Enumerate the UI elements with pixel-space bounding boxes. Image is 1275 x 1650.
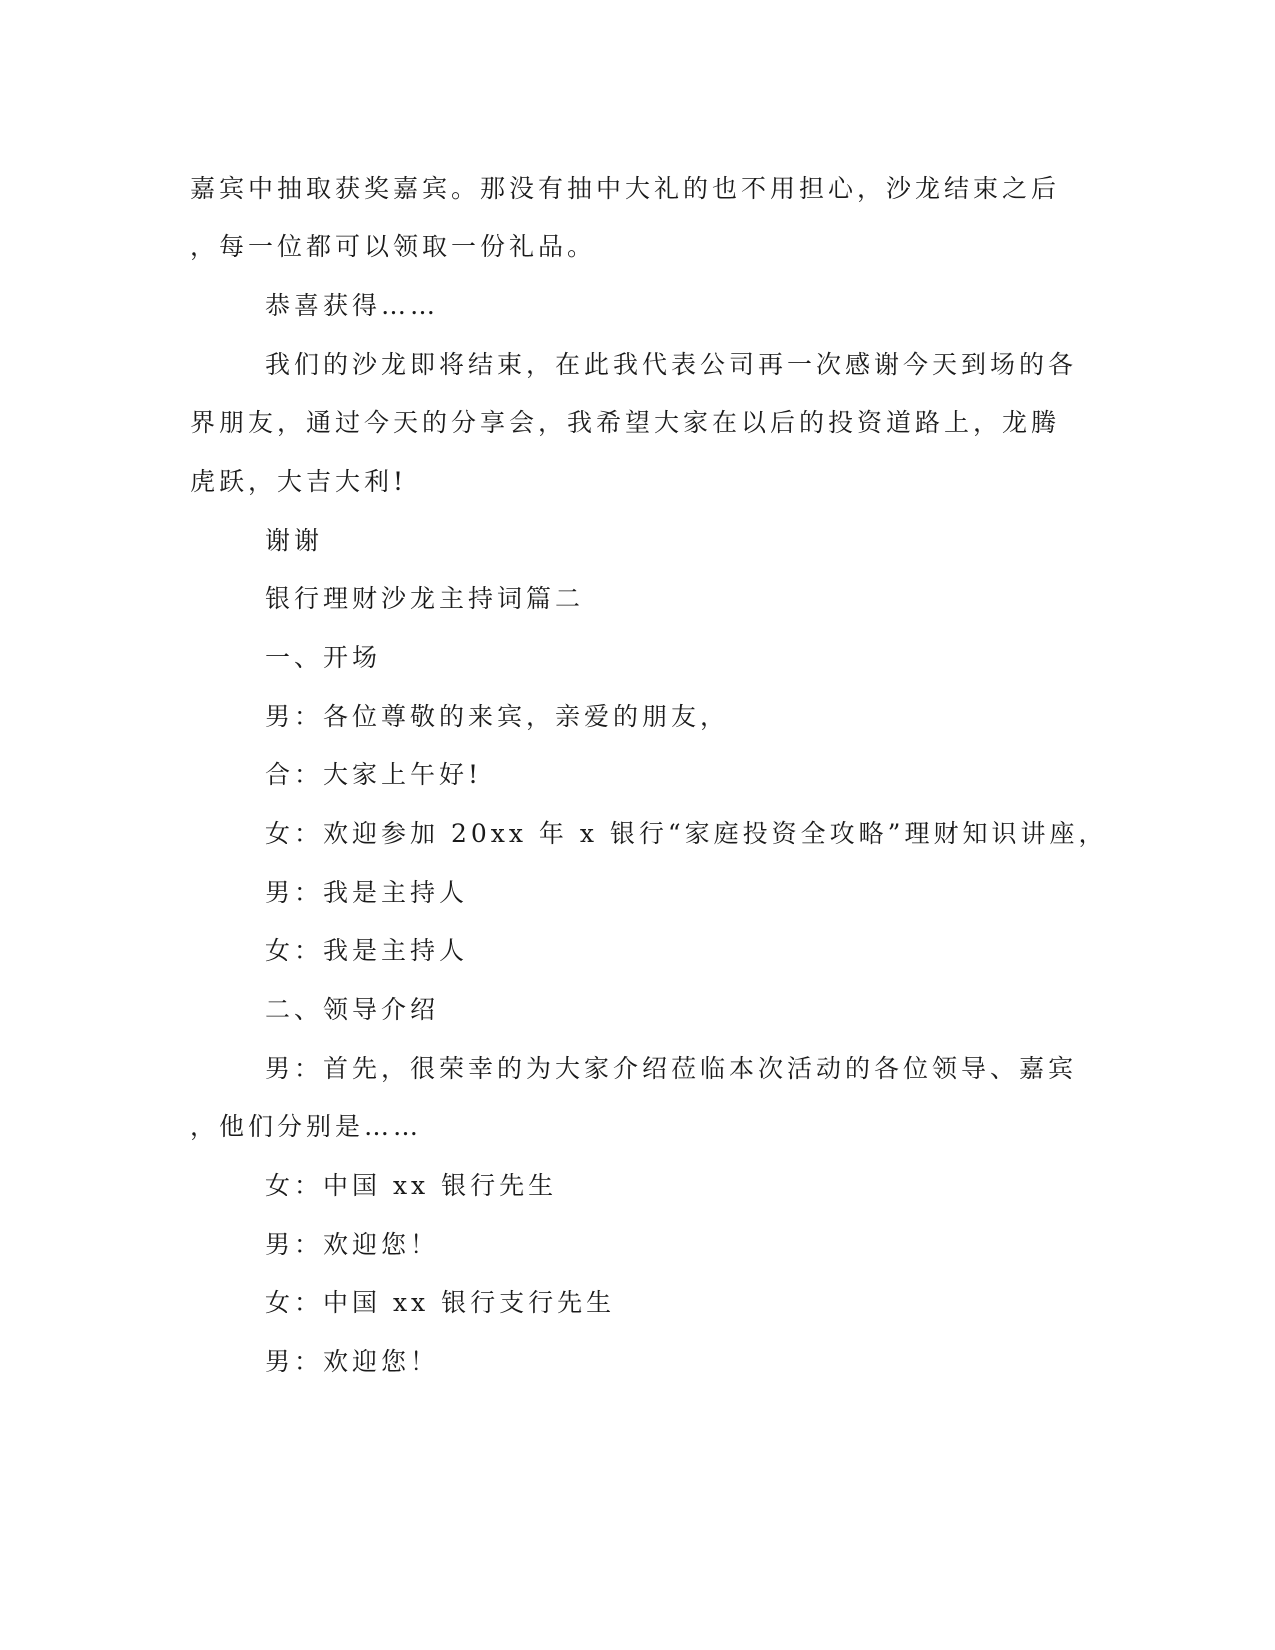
dialogue-line: 女：中国 xx 银行支行先生 [265,1288,616,1317]
dialogue-line: 女：欢迎参加 20xx 年 x 银行“家庭投资全攻略”理财知识讲座， [265,819,1108,848]
text-line: 虎跃，大吉大利! [190,467,408,496]
section-heading: 银行理财沙龙主持词篇二 [265,584,585,613]
dialogue-line: 男：欢迎您！ [265,1347,440,1376]
text-line: ，每一位都可以领取一份礼品。 [190,232,597,261]
dialogue-line: 女：我是主持人 [265,936,469,965]
dialogue-line: 男：我是主持人 [265,878,469,907]
dialogue-line: 男：欢迎您！ [265,1230,440,1259]
section-heading: 二、领导介绍 [265,995,440,1024]
dialogue-line: 男：各位尊敬的来宾，亲爱的朋友， [265,702,730,731]
text-line: 恭喜获得…… [265,291,440,320]
section-heading: 一、开场 [265,643,382,672]
text-line: 嘉宾中抽取获奖嘉宾。那没有抽中大礼的也不用担心，沙龙结束之后 [190,174,1061,203]
text-line: 谢谢 [265,526,324,555]
dialogue-line: 男：首先，很荣幸的为大家介绍莅临本次活动的各位领导、嘉宾 [265,1054,1078,1083]
dialogue-line: ，他们分别是…… [190,1112,423,1141]
dialogue-line: 女：中国 xx 银行先生 [265,1171,558,1200]
text-line: 我们的沙龙即将结束，在此我代表公司再一次感谢今天到场的各 [265,350,1078,379]
text-line: 界朋友，通过今天的分享会，我希望大家在以后的投资道路上，龙腾 [190,408,1061,437]
dialogue-line: 合：大家上午好! [265,760,483,789]
